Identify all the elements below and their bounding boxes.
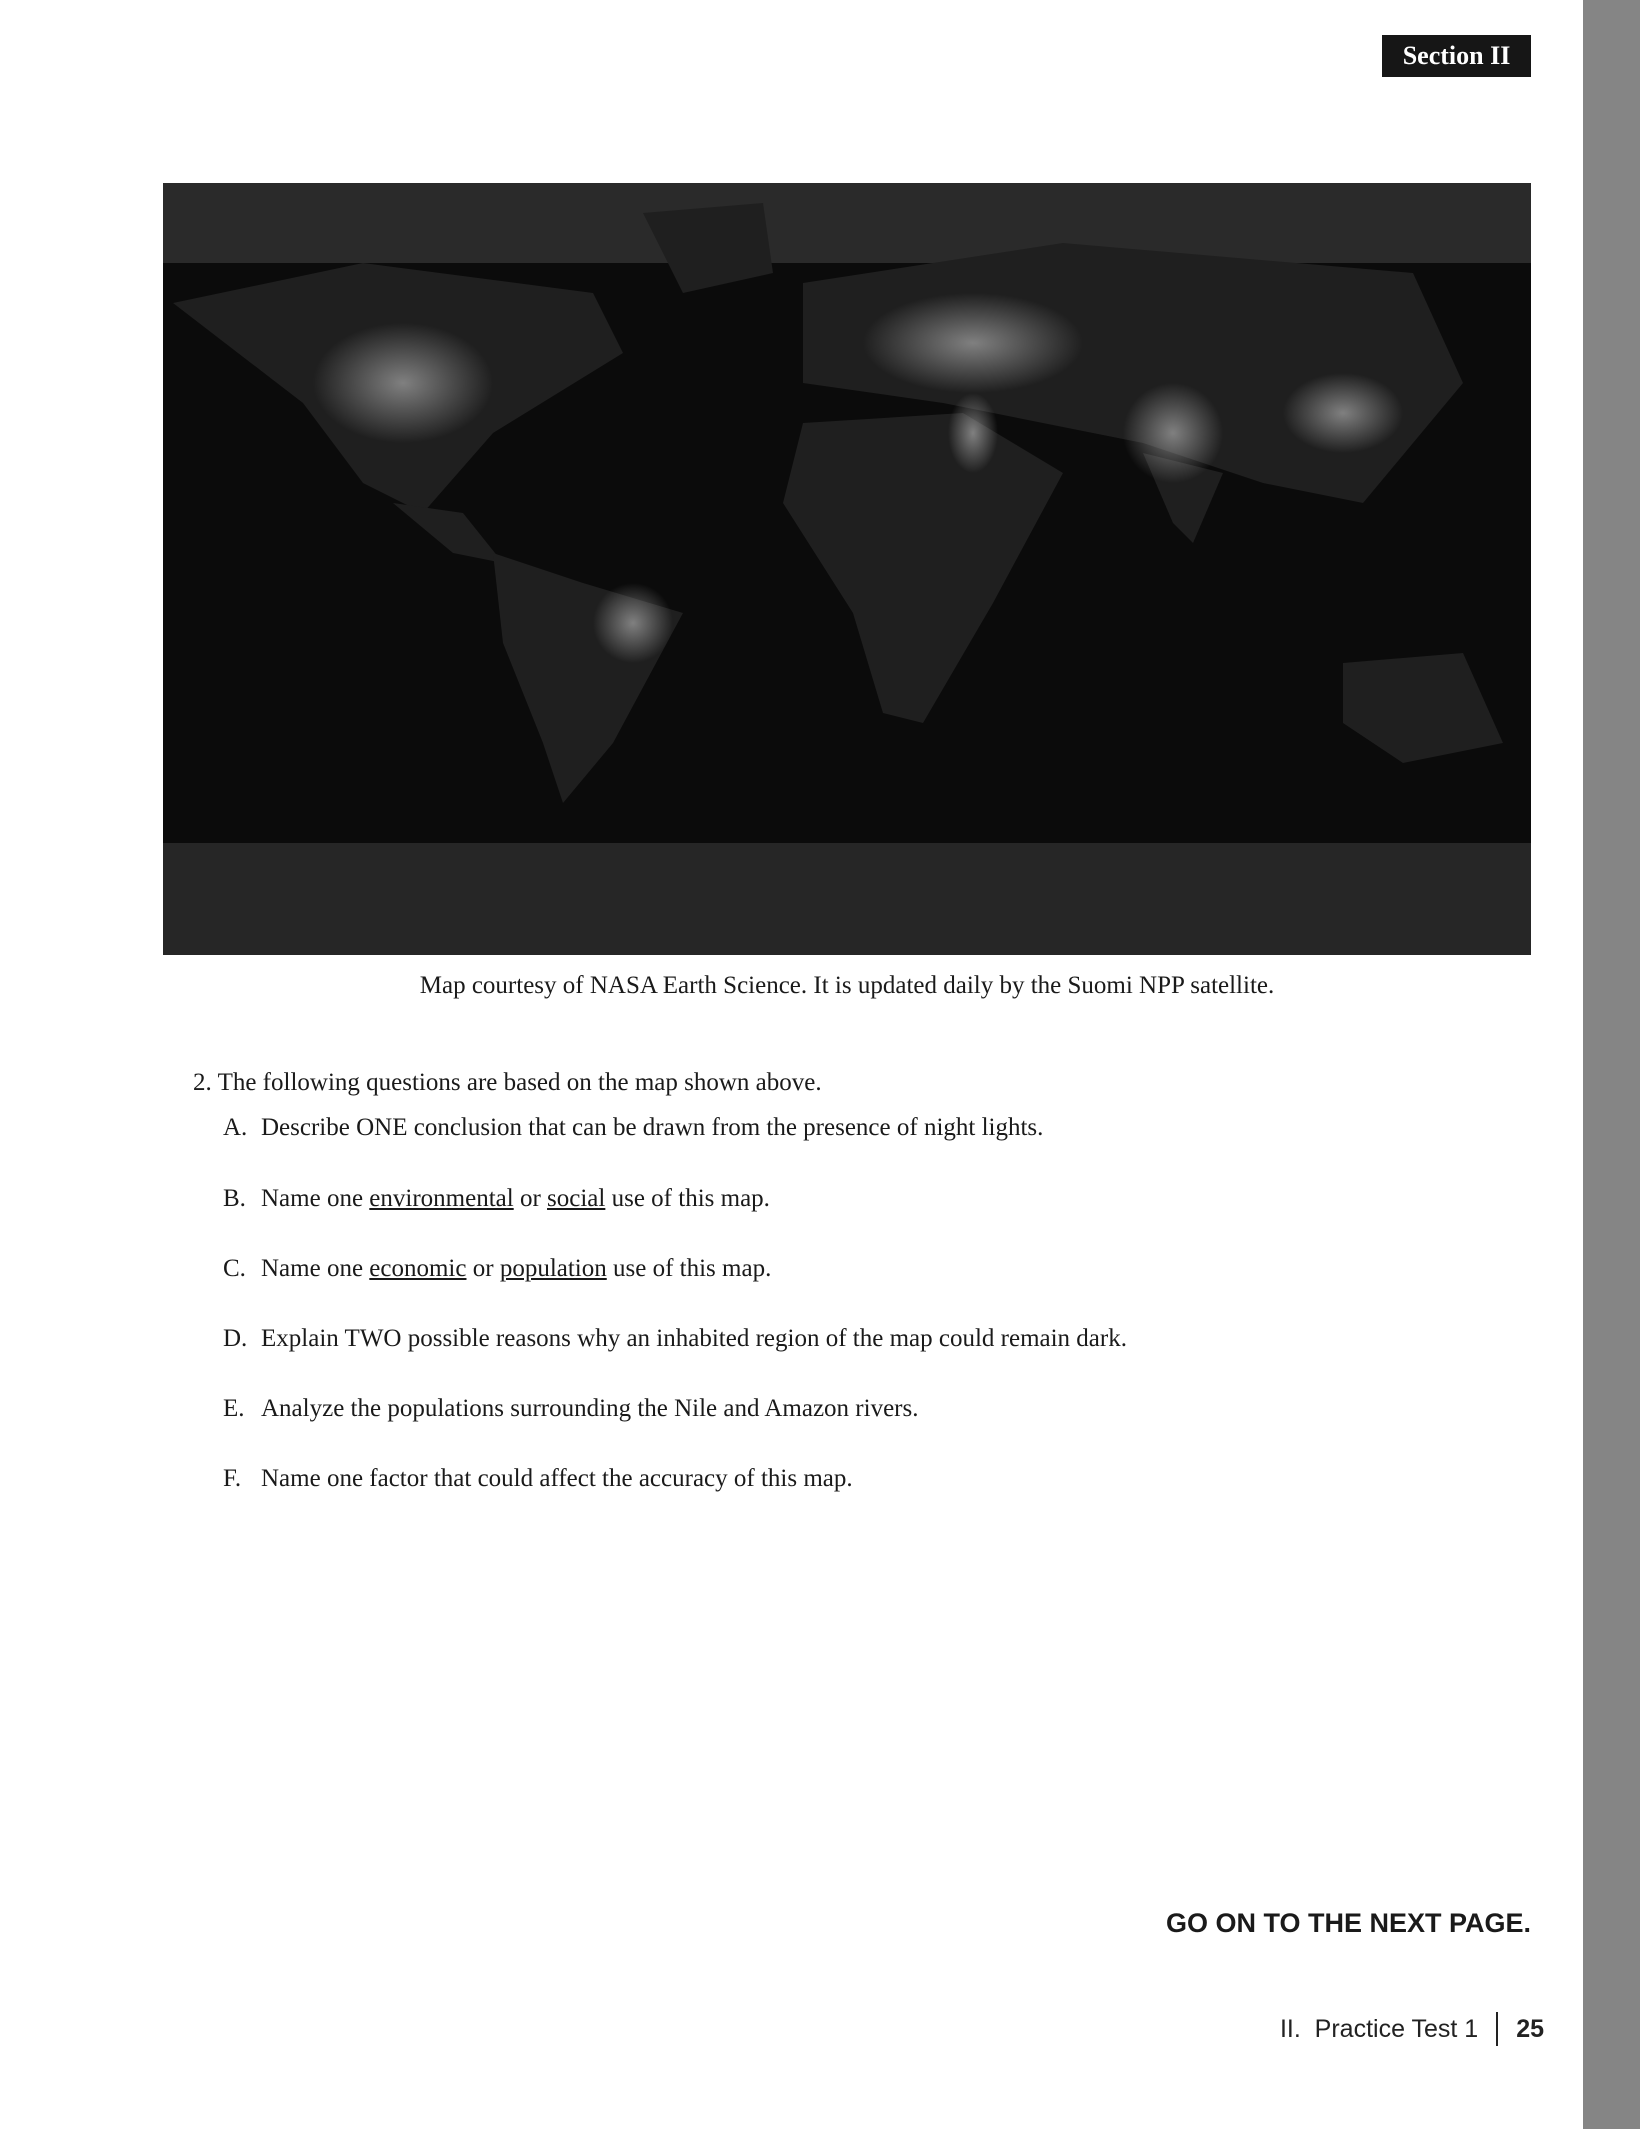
- part-letter: E.: [223, 1395, 245, 1422]
- part-mid: or: [466, 1255, 500, 1282]
- part-u2: population: [499, 1255, 607, 1282]
- part-pre: Explain TWO possible reasons why an inhabited region of the map could remain dark.: [261, 1325, 1127, 1352]
- part-letter: B.: [223, 1185, 246, 1212]
- part-post: use of this map.: [606, 1255, 772, 1282]
- part-letter: A.: [223, 1114, 248, 1141]
- footer-divider: [1496, 2012, 1498, 2046]
- page-footer: [1280, 2012, 1544, 2046]
- go-on-notice: GO ON TO THE NEXT PAGE.: [1165, 1908, 1531, 1938]
- question-part: [223, 1185, 770, 1213]
- part-letter: D.: [223, 1325, 248, 1352]
- part-pre: Name one factor that could affect the accuracy of this map.: [261, 1465, 853, 1492]
- part-u1: economic: [369, 1255, 467, 1282]
- part-mid: or: [513, 1185, 548, 1212]
- part-letter: F.: [223, 1465, 242, 1492]
- question-text: The following questions are based on the map shown above.: [217, 1069, 822, 1096]
- part-post: use of this map.: [605, 1185, 770, 1212]
- question-part: [223, 1465, 853, 1493]
- chapter-label: II. Practice Test 1: [1279, 2014, 1479, 2043]
- part-u1: environmental: [369, 1185, 514, 1212]
- part-u2: social: [547, 1185, 606, 1212]
- question-number: 2.: [193, 1069, 212, 1096]
- question-stem: [193, 1069, 822, 1097]
- part-pre: Describe ONE conclusion that can be drawn from the presence of night lights.: [261, 1114, 1044, 1141]
- page-edge-tab: [1583, 0, 1640, 2129]
- question-part: [223, 1395, 918, 1423]
- section-label: Section II: [1382, 35, 1531, 77]
- part-pre: Name one: [261, 1185, 370, 1212]
- question-part: [223, 1255, 771, 1283]
- page-number: 25: [1516, 2014, 1544, 2043]
- part-pre: Name one: [261, 1255, 370, 1282]
- question-part: [223, 1114, 1043, 1142]
- part-letter: C.: [223, 1255, 246, 1282]
- question-part: [223, 1325, 1127, 1353]
- part-pre: Analyze the populations surrounding the Nile and Amazon rivers.: [261, 1395, 919, 1422]
- night-lights-map: [163, 183, 1531, 955]
- map-caption: Map courtesy of NASA Earth Science. It is updated daily by the Suomi NPP satellite.: [419, 972, 1275, 999]
